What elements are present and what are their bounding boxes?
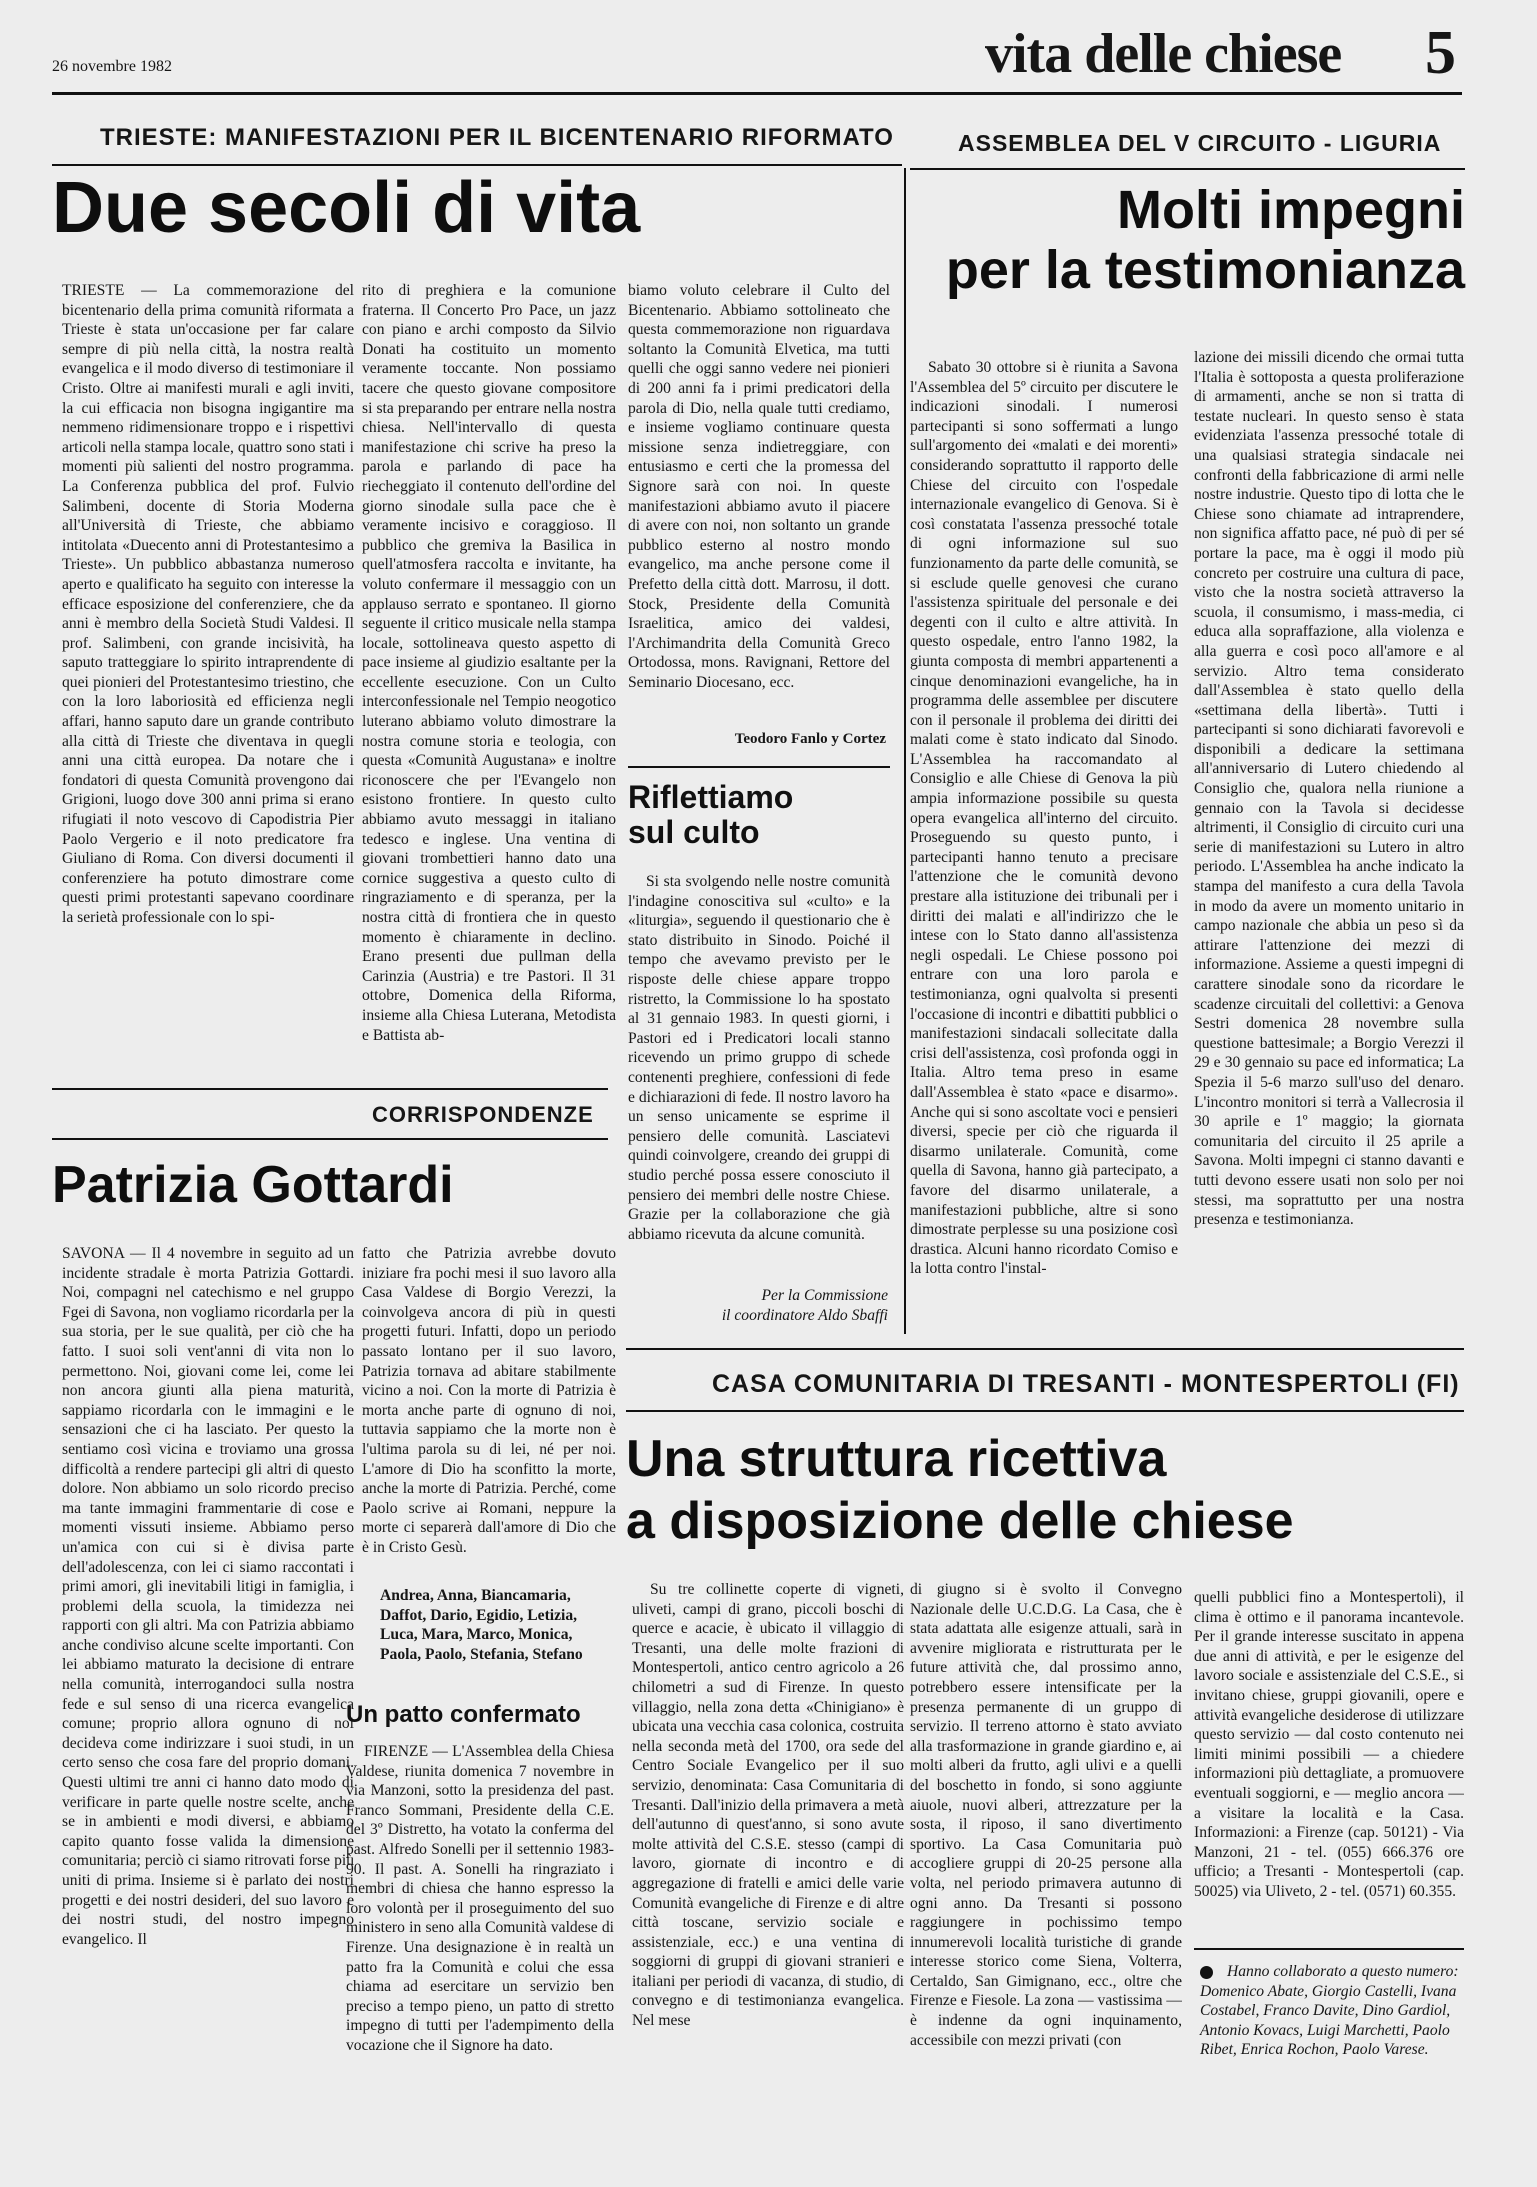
liguria-headline	[905, 180, 1465, 301]
gottardi-column-2	[362, 1244, 616, 1582]
riflettiamo-signature-line1: Per la Commissione	[761, 1287, 888, 1304]
trieste-col1-text: TRIESTE — La commemorazione del bicentenario della prima comunità riformata a Trieste è stata un'occasione per far calare sempre di più nella città, la nostra realtà evangelica e il modo diverso di testimoniare il Cristo. Oltre ai manifesti murali e agli inviti, la cui efficacia non bisogna ingigantire ma nemmeno ridimensionare troppo e i rispettivi articoli nella stampa locale, quattro sono stati i momenti più salienti del nostro programma. La Conferenza pubblica del prof. Fulvio Salimbeni, docente di Storia Moderna all'Università di Trieste, che abbiamo intitolata «Duecento anni di Protestantesimo a Trieste». Un pubblico abbastanza numeroso aperto e qualificato ha seguito con interesse la efficace esposizione del conferenziere, che da anni è membro della Società Studi Valdesi. Il prof. Salimbeni, con grande incisività, ha saputo tratteggiare lo spirito intraprendente di quei pionieri del Protestantesimo triestino, che con la loro laboriosità ed efficienza negli affari, hanno saputo dare un grande contributo alla città di Trieste che diventava in quegli anni una città europea. Da notare che i fondatori di questa Comunità provengono dai Grigioni, luogo dove 300 anni prima si erano rifugiati il noto vescovo di Capodistria Pier Paolo Vergerio e il noto predicatore fra Giuliano di Roma. Con diversi documenti il conferenziere ha potuto dimostrare come questi primi protestanti sapevano coordinare la serietà professionale con lo spi-	[62, 282, 354, 926]
liguria-col1-text: Sabato 30 ottobre si è riunita a Savona l'Assemblea del 5º circuito per discutere le indicazioni sinodali. I numerosi partecipanti si sono soffermati a lungo sull'argomento dei «malati e dei morenti» considerando soprattutto il rapporto delle Chiese del circuito con l'ospedale internazionale evangelico di Genova. Si è così constatata l'assenza pressoché totale di ogni informazione sul suo funzionamento da parte delle comunità, se si esclude quelle genovesi che curano l'assistenza spirituale del personale e dei degenti con il culto e altre attività. In questo ospedale, entro l'anno 1982, la giunta composta di membri appartenenti a cinque denominazioni evangeliche, ha in programma delle assemblee per discutere con il personale il problema dei diritti dei malati come è stato indicato dal Sinodo. L'Assemblea ha raccomandato al Consiglio e alle Chiese di Genova la più ampia informazione possibile su questa opera evangelica all'interno del circuito. Proseguendo su questo punto, i partecipanti hanno tenuto a precisare l'attenzione che le comunità devono prestare alla istituzione dei tribunali per i diritti dei malati e all'indirizzo che le intese con lo Stato danno all'assistenza negli ospedali. Le Chiese possono poi entrare con una loro parola e testimonianza, ogni qualvolta si presenti l'occasione di incontri e dibattiti pubblici o manifestazioni sindacali sollecitate dalla crisi dell'assistenza, così profonda oggi in Italia. Altro tema preso in esame dall'Assemblea è stato «pace e disarmo». Anche qui si sono ascoltate voci e pensieri diversi, specie per ciò che riguarda il disarmo unilaterale. Comunità, come quella di Savona, hanno già partecipato, a favore del disarmo unilaterale, a manifestazioni pubbliche, altre si sono dimostrate perplesse su una posizione così drastica. Alcuni hanno ricordato Comiso e la lotta contro l'instal-	[910, 359, 1178, 1278]
credits-text: Hanno collaborato a questo numero: Domenico Abate, Giorgio Castelli, Ivana Costabel, Franco Davite, Dino Gardiol, Antonio Kovacs, Luigi Marchetti, Paolo Ribet, Enrica Rochon, Paolo Varese.	[1200, 1963, 1459, 2059]
liguria-col2-text: lazione dei missili dicendo che ormai tutta l'Italia è sottoposta a questa proliferazione di armamenti, anche se non si tratta di testate nucleari. In questo senso è stata evidenziata l'assenza pressoché totale di una qualsiasi strategia sindacale nei confronti della fabbricazione di armi nelle nostre industrie. Questo tipo di lotta che le Chiese sono chiamate ad intraprendere, non significa affatto pace, né può di per sé portare la pace, ma è oggi il modo più concreto per costruire una cultura di pace, visto che la nostra società attraverso la scuola, il consumismo, i mass-media, ci educa alla sopraffazione, alla violenza e alla guerra e così poco all'amore e al servizio. Altro tema considerato dall'Assemblea è stato quello della «settimana della libertà». Tutti i partecipanti si sono dichiarati favorevoli e disponibili a dedicare la settimana all'anniversario di Lutero chiedendo al Consiglio che, qualora nella riunione a gennaio con la Tavola si decidesse altrimenti, il Consiglio di circuito curi una serie di manifestazioni su Lutero in altro periodo. L'Assemblea ha anche indicato la stampa del manifesto a cura della Tavola in modo da avere un momento unitario in campo nazionale che abbia un peso sì da attirare l'attenzione dei mezzi di informazione. Assieme a questi impegni di carattere sinodale sono da ricordare le scadenze circuitali del collettivi: a Genova Sestri domenica 28 novembre sulla questione battesimale; a Borgio Verezzi il 29 e 30 gennaio su pace ed informatica; La Spezia il 5-6 marzo sull'uso del denaro. L'incontro monitori si terrà a Vallecrosia il 30 aprile e 1º maggio; la giornata comunitaria del circuito il 25 aprile a Savona. Molti impegni ci stanno davanti e tutti devono essere usati non solo per noi stessi, ma soprattutto per una nostra presenza e testimonianza.	[1194, 349, 1464, 1229]
patto-headline: Un patto confermato	[346, 1701, 581, 1728]
riflettiamo-signature	[628, 1286, 888, 1325]
trieste-kicker-rule	[52, 164, 902, 166]
gottardi-col2-text: fatto che Patrizia avrebbe dovuto iniziare fra pochi mesi il suo lavoro alla Casa Valdese di Borgio Verezzi, la coinvolgeva ancora di più in questi progetti futuri. Infatti, dopo un periodo passato lontano per il suo lavoro, Patrizia tornava ad abitare stabilmente vicino a noi. Con la morte di Patrizia è morta anche parte di ognuno di noi, tuttavia sappiamo che la morte non è l'ultima parola su di lei, né per noi. L'amore di Dio ha sconfitto la morte, anche la morte di Patrizia. Perché, come Paolo scrive ai Romani, neppure la morte ci separerà dall'amore di Dio che è in Cristo Gesù.	[362, 1245, 616, 1556]
trieste-headline: Due secoli di vita	[52, 168, 641, 248]
tresanti-top-rule	[626, 1348, 1464, 1350]
patto-text: FIRENZE — L'Assemblea della Chiesa Valdese, riunita domenica 7 novembre in via Manzoni, sotto la presidenza del past. Franco Sommani, Presidente della C.E. del 3º Distretto, ha votato la conferma del past. Alfredo Sonelli per il settennio 1983-90. Il past. A. Sonelli ha ringraziato i membri di chiesa che hanno espresso la loro volontà per il proseguimento del suo ministero in seno alla Comunità valdese di Firenze. Una designazione è in realtà un patto fra la Comunità e colui che essa chiama ad esercitare un servizio ben preciso a tempo pieno, un patto di stretto impegno di tutti per l'adempimento della vocazione che il Signore ha dato.	[346, 1743, 614, 2054]
page-number: 5	[1425, 19, 1456, 87]
trieste-col3-text: biamo voluto celebrare il Culto del Bicentenario. Abbiamo sottolineato che questa commemorazione non riguardava soltanto la Comunità Elvetica, ma tutti quelli che oggi sanno vedere nei pionieri di 200 anni fa i primi predicatori della parola di Dio, nella quale tutti crediamo, e insieme vogliamo continuare questa missione senza indietreggiare, con entusiasmo e certi che la promessa del Signore sarà con noi. In queste manifestazioni abbiamo avuto il piacere di avere con noi, non soltanto un grande pubblico esterno al nostro mondo evangelico, ma anche persone come il Prefetto della città dott. Marrosu, il dott. Stock, Presidente della Comunità Israelitica, amico dei valdesi, l'Archimandrita della Comunità Greco Ortodossa, mons. Ravignani, Rettore del Seminario Diocesano, ecc.	[628, 282, 890, 691]
trieste-kicker: TRIESTE: MANIFESTAZIONI PER IL BICENTENARIO RIFORMATO	[100, 124, 894, 151]
riflettiamo-rule	[628, 766, 890, 768]
trieste-signature: Teodoro Fanlo y Cortez	[734, 731, 886, 747]
corrispondenze-kicker: CORRISPONDENZE	[372, 1102, 594, 1127]
trieste-column-2	[354, 281, 616, 1093]
gottardi-col1-text: SAVONA — Il 4 novembre in seguito ad un incidente stradale è morta Patrizia Gottardi. Noi, compagni nel catechismo e nel gruppo Fgei di Savona, non vogliamo ricordarla per la sua storia, per le sue qualità, per ciò che ha fatto. I suoi soli vent'anni di vita non lo permettono. Noi, giovani come lei, come lei non ancora giunti alla piena maturità, sappiamo ricordarla con le immagini e le sensazioni che ci ha lasciato. Per questo la sentiamo così vicina e troviamo una grossa difficoltà a rendere partecipi gli altri di questo dolore. Non abbiamo un solo ricordo preciso ma tante immagini frammentarie di cose e momenti vissuti insieme. Abbiamo perso un'amica con cui si è divisa parte dell'adolescenza, con lei ci siamo raccontati i primi amori, gli inevitabili litigi in famiglia, i problemi della scuola, la timidezza nei rapporti con gli altri. Ma con Patrizia abbiamo anche condiviso alcune scelte importanti. Con lei abbiamo maturato la decisione di entrare nella comunità, interrogandoci sulla nostra fede e sul senso di una ricerca evangelica comune; proprio allora ognuno di noi decideva come indirizzare i suoi studi, in un certo senso che cosa fare del proprio domani. Questi ultimi tre anni ci hanno dato modo di verificare in parte quelle nostre scelte, anche se in ambienti e modi diversi, e abbiamo capito quanto fosse valida la dimensione comunitaria; perciò ci siamo ritrovati forse più uniti di prima. Insieme si è parlato dei nostri progetti e dei nostri desideri, del suo lavoro e dei nostri studi, del nostro impegno evangelico. Il	[62, 1245, 354, 1948]
gottardi-column-1	[62, 1244, 354, 2162]
tresanti-headline-line1: Una struttura ricettiva	[626, 1430, 1167, 1488]
column-divider	[904, 168, 906, 1334]
liguria-column-2	[1194, 348, 1464, 1328]
tresanti-headline-line2: a disposizione delle chiese	[626, 1492, 1294, 1551]
tresanti-col2-text: di giugno si è svolto il Convegno Nazionale delle U.C.D.G. La Casa, che è stata adattata alle esigenze attuali, sarà in avvenire migliorata e ristrutturata per le future attività che, dal prossimo anno, potrebbero essere intensificate per la presenza permanente di un gruppo di servizio. Il terreno attorno è stato avviato alla trasformazione in grande giardino e, ai molti alberi da frutto, agli ulivi e a quelli del boschetto in fondo, si sono aggiunte aiuole, nuovi alberi, attrezzature per la sosta, il riposo, il sano divertimento sportivo. La Casa Comunitaria può accogliere gruppi di 20-25 persone alla volta, nel periodo primavera autunno di ogni anno. Da Tresanti si possono raggiungere in pochissimo tempo innumerevoli località turistiche di grande interesse storico come Siena, Volterra, Certaldo, San Gimignano, ecc., oltre che Firenze e Fiesole. La zona — vastissima — è indenne da ogni inquinamento, accessibile con mezzi privati (con	[910, 1581, 1182, 2049]
issue-date: 26 novembre 1982	[52, 58, 172, 75]
credits-box	[1200, 1962, 1464, 2060]
gottardi-headline: Patrizia Gottardi	[52, 1156, 454, 1214]
riflettiamo-headline-line1: Riflettiamo	[628, 779, 794, 815]
corrispondenze-rule-2	[52, 1138, 608, 1140]
tresanti-col1-text: Su tre collinette coperte di vigneti, uliveti, campi di grano, piccoli boschi di querce e acacie, è ubicato il villaggio di Tresanti, una delle molte frazioni di Montespertoli, antico centro agricolo a 26 chilometri a sud di Firenze. In questo villaggio, nella zona detta «Chinigiano» è ubicata una vecchia casa colonica, costruita nella seconda metà del 1700, ora sede del Centro Sociale Evangelico per il suo servizio, denominata: Casa Comunitaria di Tresanti. Dall'inizio della primavera a metà dell'autunno di quest'anno, si sono avute molte attività del C.S.E. stesso (campi di lavoro, giornate di incontro e di aggregazione di fratelli e amici delle varie Comunità evangeliche di Firenze e di altre città toscane, servizio sociale e assistenziale, ecc.) e una ventina di soggiorni di gruppi di giovani stranieri e italiani per periodi di vacanza, di studio, di convegno e di testimonianza evangelica. Nel mese	[632, 1581, 904, 2030]
liguria-kicker-rule	[910, 168, 1465, 170]
tresanti-column-2	[910, 1580, 1182, 2160]
liguria-headline-line1: Molti impegni	[1117, 180, 1465, 240]
liguria-column-1	[910, 358, 1178, 1328]
liguria-kicker: ASSEMBLEA DEL V CIRCUITO - LIGURIA	[958, 130, 1442, 156]
tresanti-kicker-rule	[626, 1410, 1464, 1412]
trieste-column-1	[62, 281, 354, 1093]
tresanti-headline	[626, 1428, 1464, 1553]
riflettiamo-signature-line2: il coordinatore Aldo Sbaffi	[721, 1306, 888, 1324]
tresanti-kicker: CASA COMUNITARIA DI TRESANTI - MONTESPERTOLI (FI)	[712, 1370, 1460, 1398]
tresanti-column-1	[632, 1580, 904, 2160]
riflettiamo-headline-line2: sul culto	[628, 814, 760, 851]
section-title: vita delle chiese	[985, 23, 1342, 85]
credits-rule	[1194, 1948, 1464, 1950]
patto-body	[346, 1742, 614, 2164]
gottardi-signatories: Andrea, Anna, Biancamaria, Daffot, Dario, Egidio, Letizia, Luca, Mara, Marco, Monica, Paola, Paolo, Stefania, Stefano	[380, 1587, 583, 1663]
bullet-icon	[1200, 1966, 1213, 1979]
tresanti-column-3	[1194, 1588, 1464, 1928]
riflettiamo-text: Si sta svolgendo nelle nostre comunità l'indagine conoscitiva sul «culto» e la «liturgia», seguendo il questionario che è stato distribuito in Sinodo. Poiché il tempo che avevamo previsto per le risposte delle chiese appare troppo ristretto, la Commissione lo ha spostato al 31 gennaio 1983. In questi giorni, i Pastori ed i Predicatori locali stanno ricevendo un primo gruppo di schede contenenti preghiere, confessioni di fede e dichiarazioni di fede. Il nostro lavoro ha un senso unicamente se esprime il pensiero delle comunità. Lasciatevi quindi coinvolgere, creando dei gruppi di studio perché possa essere conosciuto il pensiero dei membri delle nostre Chiese. Grazie per la collaborazione che già abbiamo ricevuta da alcune comunità.	[628, 873, 890, 1243]
tresanti-col3-text: quelli pubblici fino a Montespertoli), il clima è ottimo e il panorama incantevole. Per il grande interesse suscitato in appena due anni di attività, e per le esigenze del lavoro sociale e assistenziale del C.S.E., si invitano chiese, gruppi giovanili, opere e attività evangeliche desiderose di utilizzare questo servizio — dal costo contenuto nei limiti minimi possibili — a chiedere informazioni più dettagliate, a promuovere eventuali soggiorni, e — meglio ancora — a visitare la località e la Casa. Informazioni: a Firenze (cap. 50121) - Via Manzoni, 21 - tel. (055) 666.376 ore ufficio; a Tresanti - Montespertoli (cap. 50025) via Uliveto, 2 - tel. (0571) 60.355.	[1194, 1589, 1464, 1900]
riflettiamo-headline	[628, 780, 890, 850]
riflettiamo-body	[628, 872, 890, 1306]
liguria-headline-line2: per la testimonianza	[945, 240, 1465, 301]
trieste-column-3	[628, 281, 890, 725]
trieste-col2-text: rito di preghiera e la comunione fraterna. Il Concerto Pro Pace, un jazz con piano e archi composto da Silvio Donati ha costituito un momento veramente toccante. Non possiamo tacere che questo giovane compositore si sta preparando per entrare nella nostra chiesa. Nell'intervallo di questa manifestazione chi scrive ha preso la parola e parlando di pace ha riecheggiato il contenuto dell'ordine del giorno sinodale sulla pace che è veramente incisivo e coraggioso. Il pubblico che gremiva la Basilica in quell'atmosfera raccolta e invitante, ha voluto confermare il messaggio con un applauso serrato e spontaneo. Il giorno seguente il critico musicale nella stampa locale, sottolineava questo aspetto di pace insieme al giudizio esaltante per la eccellente esecuzione. Con un Culto interconfessionale nel Tempio neogotico luterano abbiamo voluto dimostrare la nostra comune storia e teologia, con questa «Comunità Augustana» e inoltre riconoscere che per l'Evangelo non esistono frontiere. In questo culto abbiamo avuto messaggi in italiano tedesco e inglese. Una ventina di giovani trombettieri hanno dato una cornice suggestiva a questo culto di ringraziamento e di speranza, per la nostra città di frontiera che in questo momento è chiaramente in declino. Erano presenti due pullman della Carinzia (Austria) e tre Pastori. Il 31 ottobre, Domenica della Riforma, insieme alla Chiesa Luterana, Metodista e Battista ab-	[362, 282, 616, 1044]
masthead-rule	[52, 92, 1462, 95]
corrispondenze-rule	[52, 1088, 608, 1090]
